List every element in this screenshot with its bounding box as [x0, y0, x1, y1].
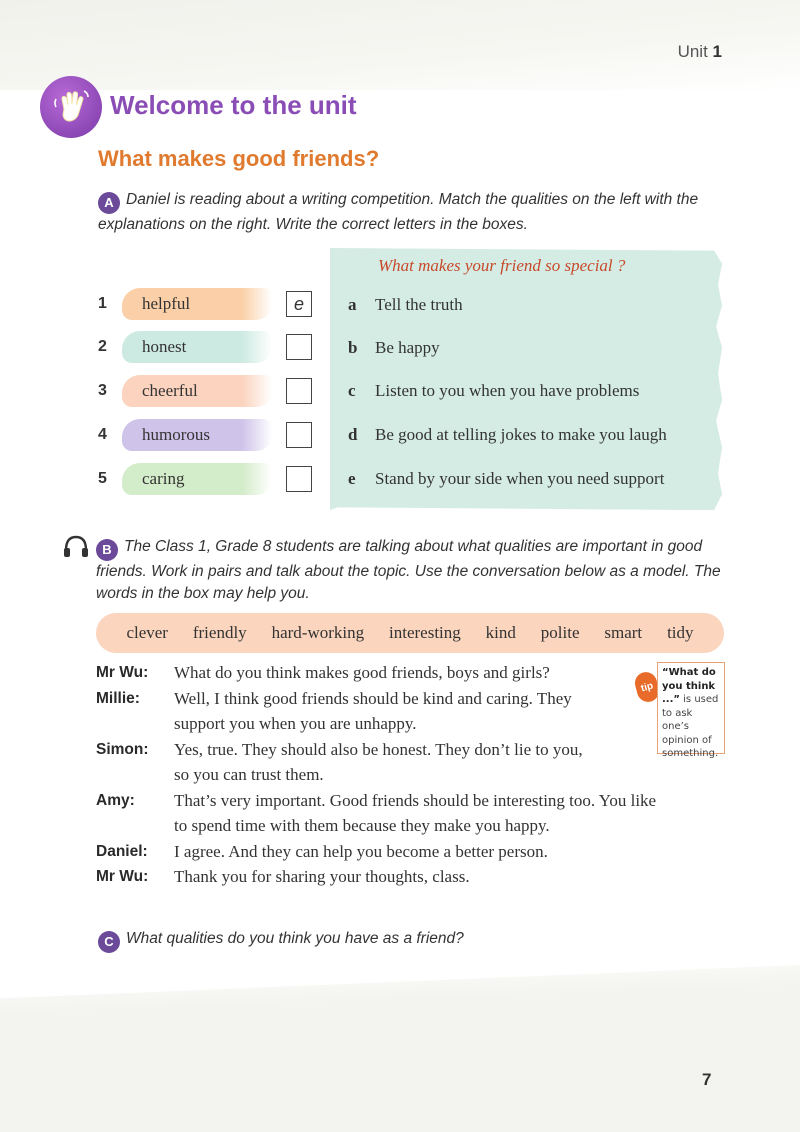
page-number: 7 — [702, 1070, 712, 1089]
quality-word: cheerful — [122, 375, 272, 407]
word-box-item: polite — [540, 623, 580, 642]
speech-text: support you when you are unhappy. — [174, 714, 417, 733]
speech-text: so you can trust them. — [174, 765, 324, 784]
explanation-text: Be happy — [375, 338, 440, 357]
answer-box[interactable]: e — [286, 291, 312, 317]
explanation-letter: e — [348, 469, 356, 488]
speech-text: I agree. And they can help you become a better person. — [174, 841, 548, 861]
explanation-row — [348, 338, 440, 358]
speaker-name: Amy: — [96, 791, 135, 809]
explanation-letter: c — [348, 381, 356, 400]
quality-number: 4 — [98, 426, 107, 443]
instruction-a-text: Daniel is reading about a writing competition. Match the qualities on the left with the explanations on the right. Write the correct letters in the boxes. — [98, 191, 699, 233]
speaker-name: Mr Wu: — [96, 664, 149, 681]
word-box-item: hard-working — [271, 623, 365, 642]
quality-row — [98, 286, 304, 322]
badge-b: B — [96, 539, 118, 561]
tip-box — [657, 662, 725, 759]
speaker-name: Millie: — [96, 689, 140, 707]
quality-number: 2 — [98, 338, 107, 355]
answer-box[interactable] — [286, 378, 312, 404]
explanation-letter: b — [348, 338, 358, 357]
explanation-row — [348, 469, 664, 489]
quality-word: helpful — [122, 288, 272, 320]
instruction-b — [96, 536, 756, 605]
instruction-b-text: The Class 1, Grade 8 students are talking about what qualities are important in good friends. Work in pairs and talk about the topic. Use the conversation below as a model. The words in the box may help you. — [96, 538, 721, 602]
conversation-line — [96, 711, 736, 737]
speaker-name: Mr Wu: — [96, 868, 149, 885]
panel-title: What makes your friend so special ? — [378, 256, 626, 275]
quality-word: honest — [122, 331, 272, 363]
unit-label — [678, 42, 722, 62]
explanation-row — [348, 381, 639, 401]
explanation-letter: d — [348, 425, 358, 444]
quality-row — [98, 417, 272, 453]
conversation-line — [96, 864, 736, 890]
badge-c: C — [98, 931, 120, 953]
conversation-line — [96, 762, 736, 788]
word-box-item: smart — [604, 623, 643, 642]
unit-word: Unit — [677, 42, 708, 61]
quality-number: 5 — [98, 470, 107, 487]
explanation-text: Stand by your side when you need support — [375, 469, 665, 488]
quality-row — [98, 373, 272, 409]
explanation-row — [348, 295, 463, 315]
speech-text: That’s very important. Good friends should be interesting too. You like — [174, 790, 657, 810]
explanation-letter: a — [348, 295, 357, 314]
section-title: What makes good friends? — [98, 146, 380, 171]
speaker-name: Daniel: — [96, 842, 148, 860]
answer-box[interactable] — [286, 334, 312, 360]
quality-number: 1 — [98, 295, 107, 312]
quality-word: caring — [122, 463, 272, 495]
instruction-a — [98, 189, 738, 236]
speech-text: to spend time with them because they make you happy. — [174, 816, 550, 835]
badge-a: A — [98, 192, 120, 214]
word-box-item: interesting — [389, 623, 461, 642]
headphones-icon — [62, 533, 90, 559]
waving-hand-icon — [40, 76, 102, 138]
word-box — [96, 613, 724, 653]
answer-box[interactable] — [286, 422, 312, 448]
explanation-text: Be good at telling jokes to make you laugh — [375, 425, 667, 444]
answer-box[interactable] — [286, 466, 312, 492]
page-footer-band — [0, 965, 800, 1132]
tip-icon: tip — [632, 670, 661, 705]
speech-text: What do you think makes good friends, boys and girls? — [174, 663, 550, 682]
word-box-item: tidy — [667, 623, 694, 642]
tip-bold: “What do you think ...” — [662, 667, 716, 705]
conversation-line — [96, 737, 736, 763]
quality-number: 3 — [98, 382, 107, 399]
speech-text: Well, I think good friends should be kind and caring. They — [174, 688, 572, 708]
word-box-item: kind — [485, 623, 516, 642]
speech-text: Yes, true. They should also be honest. They don’t lie to you, — [174, 739, 583, 759]
speech-text: Thank you for sharing your thoughts, class. — [174, 867, 470, 886]
explanation-text: Tell the truth — [375, 295, 463, 314]
conversation-line — [96, 839, 736, 865]
quality-word: humorous — [122, 419, 272, 451]
explanation-text: Listen to you when you have problems — [375, 381, 640, 400]
speaker-name — [96, 762, 174, 788]
word-box-item: friendly — [192, 623, 247, 642]
quality-row — [98, 329, 272, 365]
speaker-name: Simon: — [96, 740, 149, 758]
instruction-c-text: What qualities do you think you have as a friend? — [126, 930, 464, 947]
conversation-line — [96, 813, 736, 839]
unit-number: 1 — [712, 42, 722, 61]
welcome-title: Welcome to the unit — [110, 90, 357, 120]
quality-row — [98, 461, 272, 497]
conversation-line — [96, 788, 736, 814]
tip-text: is used to ask one’s opinion of something. — [662, 694, 719, 759]
instruction-c — [98, 928, 464, 953]
speaker-name — [96, 711, 174, 737]
explanation-row — [348, 425, 667, 445]
word-box-item: clever — [126, 623, 168, 642]
speaker-name — [96, 813, 174, 839]
